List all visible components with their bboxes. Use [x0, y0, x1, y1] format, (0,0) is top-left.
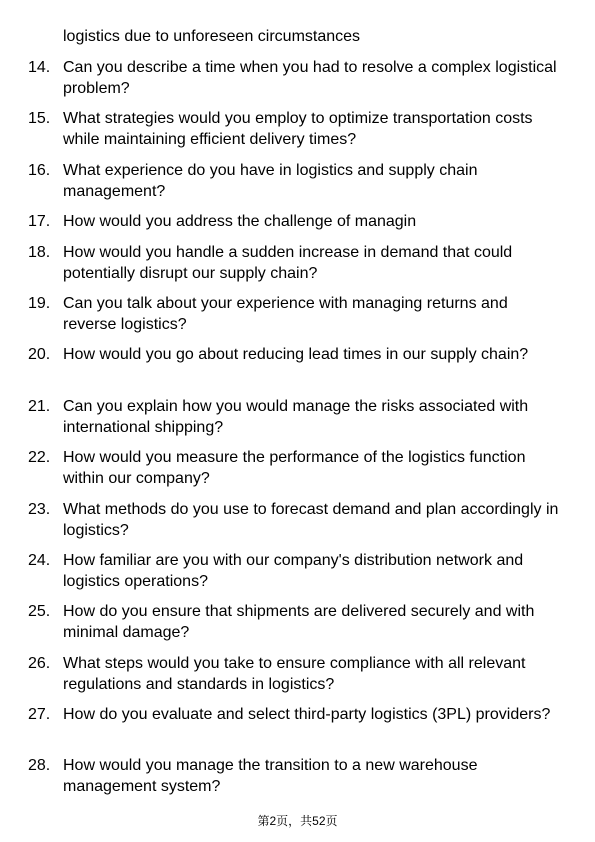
question-item: [0, 653, 595, 695]
question-item: [0, 108, 595, 150]
question-text: How familiar are you with our company's distribution network and logistics operations?: [63, 551, 524, 590]
question-item: [0, 601, 595, 643]
question-text: What methods do you use to forecast demand and plan accordingly in logistics?: [63, 500, 559, 539]
question-text: What strategies would you employ to optimize transportation costs while maintaining efficient delivery times?: [63, 110, 533, 149]
question-item: [0, 396, 595, 438]
question-item: [0, 755, 595, 797]
question-number: 14.: [28, 59, 51, 76]
question-number: 27.: [28, 706, 51, 724]
question-number: 17.: [28, 213, 51, 231]
question-number: 18.: [28, 243, 51, 261]
question-text: What experience do you have in logistics and supply chain management?: [63, 161, 478, 200]
question-number: 26.: [28, 654, 51, 672]
question-number: 23.: [28, 500, 51, 518]
question-text: How would you address the challenge of managin: [63, 213, 417, 231]
question-item: [0, 499, 595, 541]
question-list: [0, 57, 595, 807]
question-number: 22.: [28, 449, 51, 467]
question-number: 28.: [28, 757, 51, 775]
question-text: Can you describe a time when you had to resolve a complex logistical problem?: [63, 59, 557, 97]
question-item: [0, 344, 595, 386]
question-item: [0, 160, 595, 202]
page-number-footer: 第2页，共52页: [257, 814, 338, 828]
question-number: 15.: [28, 110, 51, 128]
question-text: How would you go about reducing lead times in our supply chain?: [63, 346, 529, 364]
question-number: 16.: [28, 161, 51, 179]
question-number: 24.: [28, 551, 51, 569]
question-item: [0, 211, 595, 232]
question-item: [0, 447, 595, 489]
question-number: 19.: [28, 294, 51, 312]
question-text: How would you manage the transition to a new warehouse management system?: [63, 757, 478, 796]
question-item: [0, 242, 595, 284]
question-item: [0, 293, 595, 335]
question-text: Can you explain how you would manage the risks associated with international shipping?: [63, 397, 529, 436]
question-number: 20.: [28, 346, 51, 364]
question-text: Can you talk about your experience with managing returns and reverse logistics?: [63, 294, 508, 333]
question-text: How would you measure the performance of the logistics function within our company?: [63, 449, 526, 488]
question-item: [0, 704, 595, 746]
question-text: How do you evaluate and select third-party logistics (3PL) providers?: [63, 706, 551, 724]
continued-question-text: logistics due to unforeseen circumstances: [63, 28, 361, 45]
question-item: [0, 57, 595, 99]
question-number: 25.: [28, 603, 51, 621]
question-text: How would you handle a sudden increase in demand that could potentially disrupt our supply chain?: [63, 243, 513, 282]
question-number: 21.: [28, 397, 51, 415]
question-text: What steps would you take to ensure compliance with all relevant regulations and standards in logistics?: [63, 654, 526, 693]
question-item: [0, 550, 595, 592]
question-text: How do you ensure that shipments are delivered securely and with minimal damage?: [63, 603, 535, 642]
